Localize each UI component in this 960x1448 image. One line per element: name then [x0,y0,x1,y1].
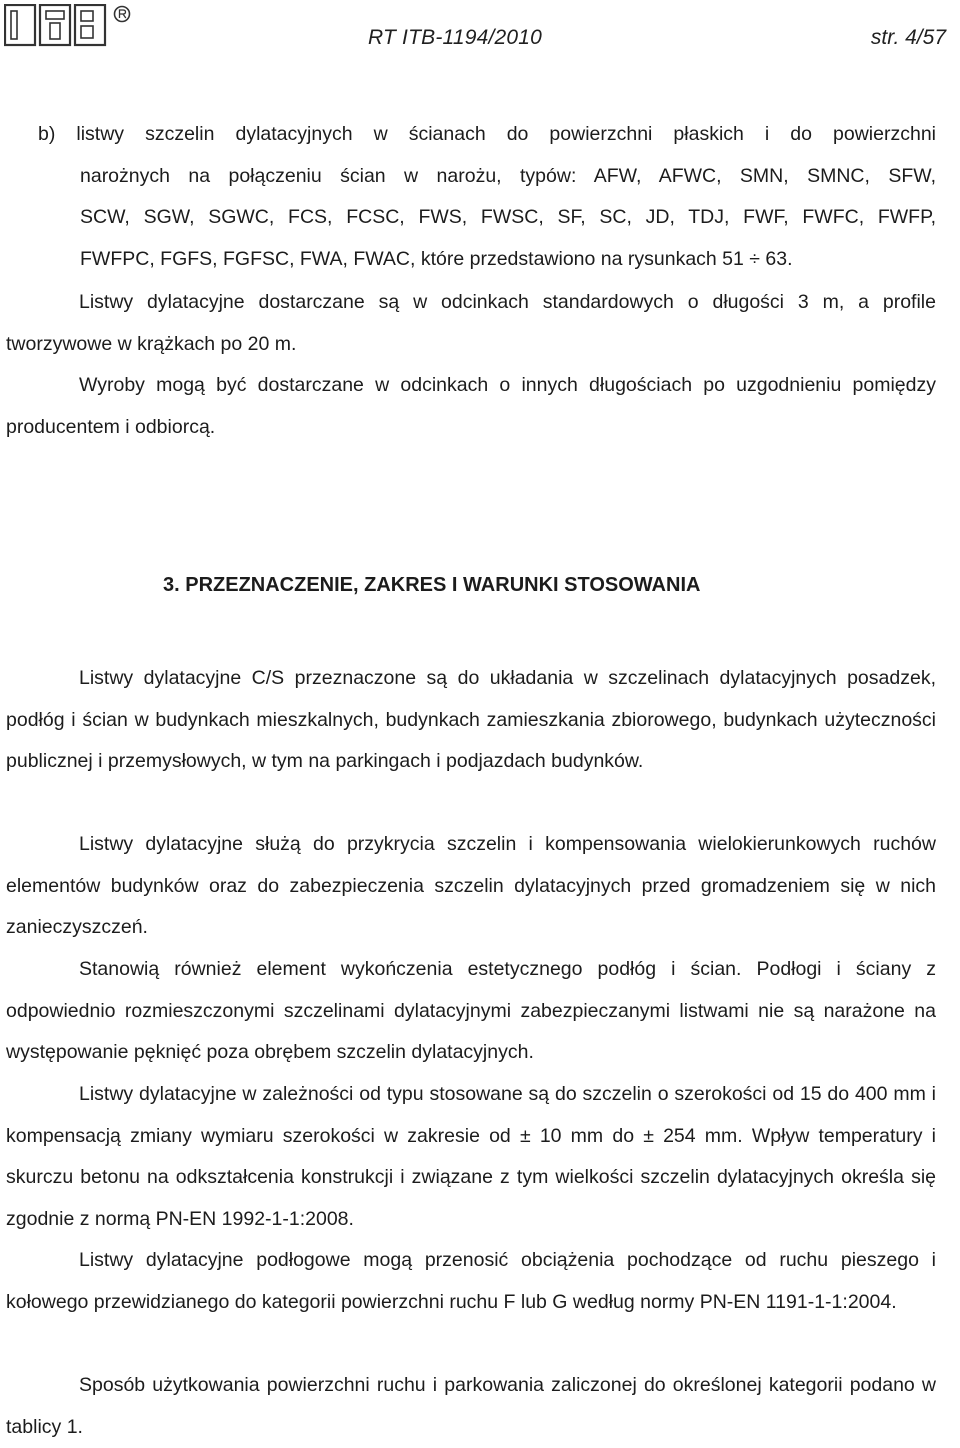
paragraph-gap-widths: Listwy dylatacyjne w zależności od typu stosowane są do szczelin o szerokości od 15 do 400 mm i kompensacją zmiany wymiaru szerokości w zakresie od ± 10 mm do ± 254 mm. Wpływ temperatury i skurczu betonu na odkształcenia konstrukcji i związane z tym wielkości szczelin dylatacyjnych określa się zgodnie z normą PN-EN 1992-1-1:2008. [6,1083,936,1230]
paragraph-usage-categories: Sposób użytkowania powierzchni ruchu i parkowania zaliczonej do określonej kategorii podano w tablicy 1. [6,1374,936,1438]
item-b-line-2: narożnych na połączeniu ścian w narożu, typów: AFW, AFWC, SMN, SMNC, SFW, [80,164,936,187]
paragraph-function: Listwy dylatacyjne służą do przykrycia szczelin i kompensowania wielokierunkowych ruchów elementów budynków oraz do zabezpieczenia szczelin dylatacyjnych przed gromadzeniem się w nich zanieczyszczeń. [6,833,936,938]
item-b-line-4: FWFPC, FGFS, FGFSC, FWA, FWAC, które przedstawiono na rysunkach 51 ÷ 63. [80,247,793,270]
itb-logo-icon [4,4,136,48]
paragraph-aesthetics: Stanowią również element wykończenia estetycznego podłóg i ścian. Podłogi i ściany z odpowiednio rozmieszczonymi szczelinami dylatacyjnymi zabezpieczanymi listwami nie są narażone na występowanie pęknięć poza obrębem szczelin dylatacyjnych. [6,958,936,1063]
item-b-line-3: SCW, SGW, SGWC, FCS, FCSC, FWS, FWSC, SF, SC, JD, TDJ, FWF, FWFC, FWFP, [80,206,936,228]
item-b-line-1: b) listwy szczelin dylatacyjnych w ścianach do powierzchni płaskich i do powierzchni [38,123,936,145]
page-number: str. 4/57 [870,26,946,49]
logo-text [0,0,1,1]
item-b-list [38,114,936,280]
section-heading: 3. PRZEZNACZENIE, ZAKRES I WARUNKI STOSOWANIA [163,574,701,596]
paragraph-other-lengths: Wyroby mogą być dostarczane w odcinkach o innych długościach po uzgodnieniu pomiędzy producentem i odbiorcą. [6,374,936,438]
document-id: RT ITB-1194/2010 [368,26,543,49]
paragraph-intended-use: Listwy dylatacyjne C/S przeznaczone są do układania w szczelinach dylatacyjnych posadzek, podłóg i ścian w budynkach mieszkalnych, budynkach zamieszkania zbiorowego, budynkach użyteczności publicznej i przemysłowych, w tym na parkingach i podjazdach budynków. [6,667,936,772]
paragraph-load-capacity: Listwy dylatacyjne podłogowe mogą przenosić obciążenia pochodzące od ruchu pieszego i kołowego przewidzianego do kategorii powierzchni ruchu F lub G według normy PN-EN 1191-1-1:2004. [6,1249,936,1313]
paragraph-standard-lengths: Listwy dylatacyjne dostarczane są w odcinkach standardowych o długości 3 m, a profile tworzywowe w krążkach po 20 m. [6,291,936,355]
